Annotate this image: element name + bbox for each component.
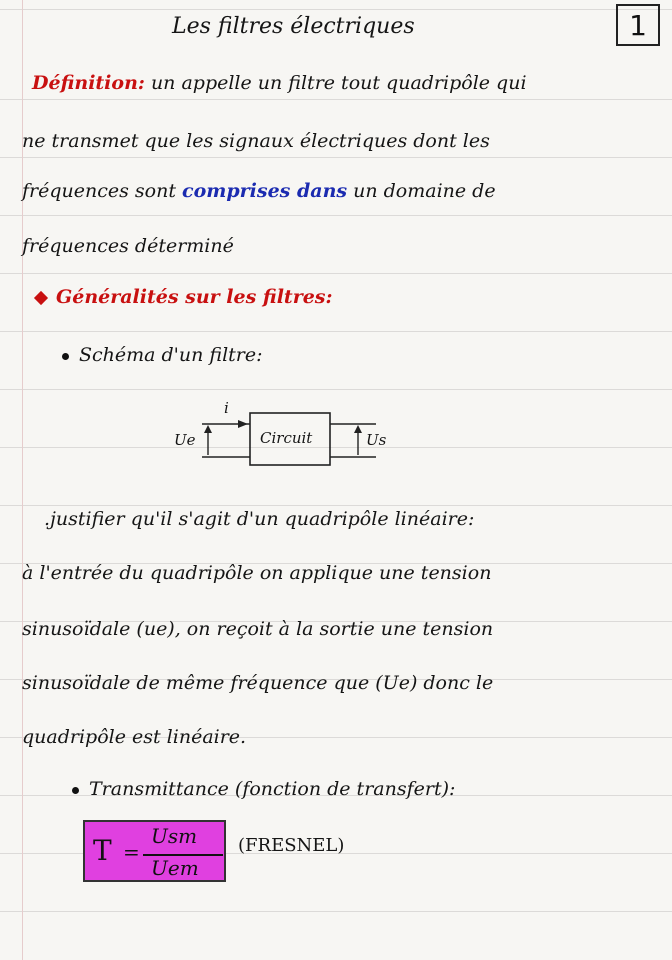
section-heading — [36, 286, 333, 308]
us-arrow-icon — [354, 425, 362, 433]
diamond-bullet-icon — [34, 291, 48, 305]
transmittance-heading-text: Transmittance (fonction de transfert): — [89, 778, 456, 800]
formula-equals: = — [123, 840, 140, 864]
bullet-icon — [72, 787, 79, 794]
schema-heading — [62, 344, 263, 366]
justify-line-3: sinusoïdale de même fréquence que (Ue) donc le — [22, 672, 494, 694]
circuit-label: Circuit — [260, 429, 313, 447]
definition-text-3c: un domaine de — [347, 180, 496, 202]
page-title: Les filtres électriques — [172, 14, 415, 39]
justify-line-1: à l'entrée du quadripôle on applique une tension — [22, 562, 492, 584]
page-number: 1 — [629, 8, 647, 42]
definition-line-4: fréquences déterminé — [22, 235, 234, 257]
bullet-icon — [62, 353, 69, 360]
definition-label: Définition: — [32, 72, 145, 94]
schema-heading-text: Schéma d'un filtre: — [79, 344, 263, 366]
definition-highlight: comprises dans — [182, 180, 348, 202]
formula-numerator: Usm — [151, 824, 198, 848]
current-arrow-icon — [238, 420, 248, 428]
current-label: i — [224, 399, 229, 417]
input-voltage-label: Ue — [174, 431, 196, 449]
justify-question: .justifier qu'il s'agit d'un quadripôle linéaire: — [44, 508, 475, 530]
formula-t: T — [93, 834, 112, 867]
fresnel-note: (FRESNEL) — [238, 835, 345, 856]
filter-schema — [168, 395, 408, 475]
formula-denominator: Uem — [151, 856, 199, 880]
definition-text-3a: fréquences sont — [22, 180, 183, 202]
ue-arrow-icon — [204, 425, 212, 433]
section-title: Généralités sur les filtres: — [56, 286, 333, 308]
transmittance-formula-box — [83, 820, 226, 882]
justify-line-4: quadripôle est linéaire. — [22, 726, 247, 748]
definition-line-2: ne transmet que les signaux électriques dont les — [22, 130, 490, 152]
page-number-box — [616, 4, 660, 46]
justify-line-2: sinusoïdale (ue), on reçoit à la sortie une tension — [22, 618, 494, 640]
transmittance-heading — [72, 778, 455, 800]
definition-text-1: un appelle un filtre tout quadripôle qui — [144, 72, 527, 94]
output-voltage-label: Us — [366, 431, 387, 449]
definition-line-3 — [22, 180, 496, 202]
definition-line-1 — [32, 72, 527, 94]
